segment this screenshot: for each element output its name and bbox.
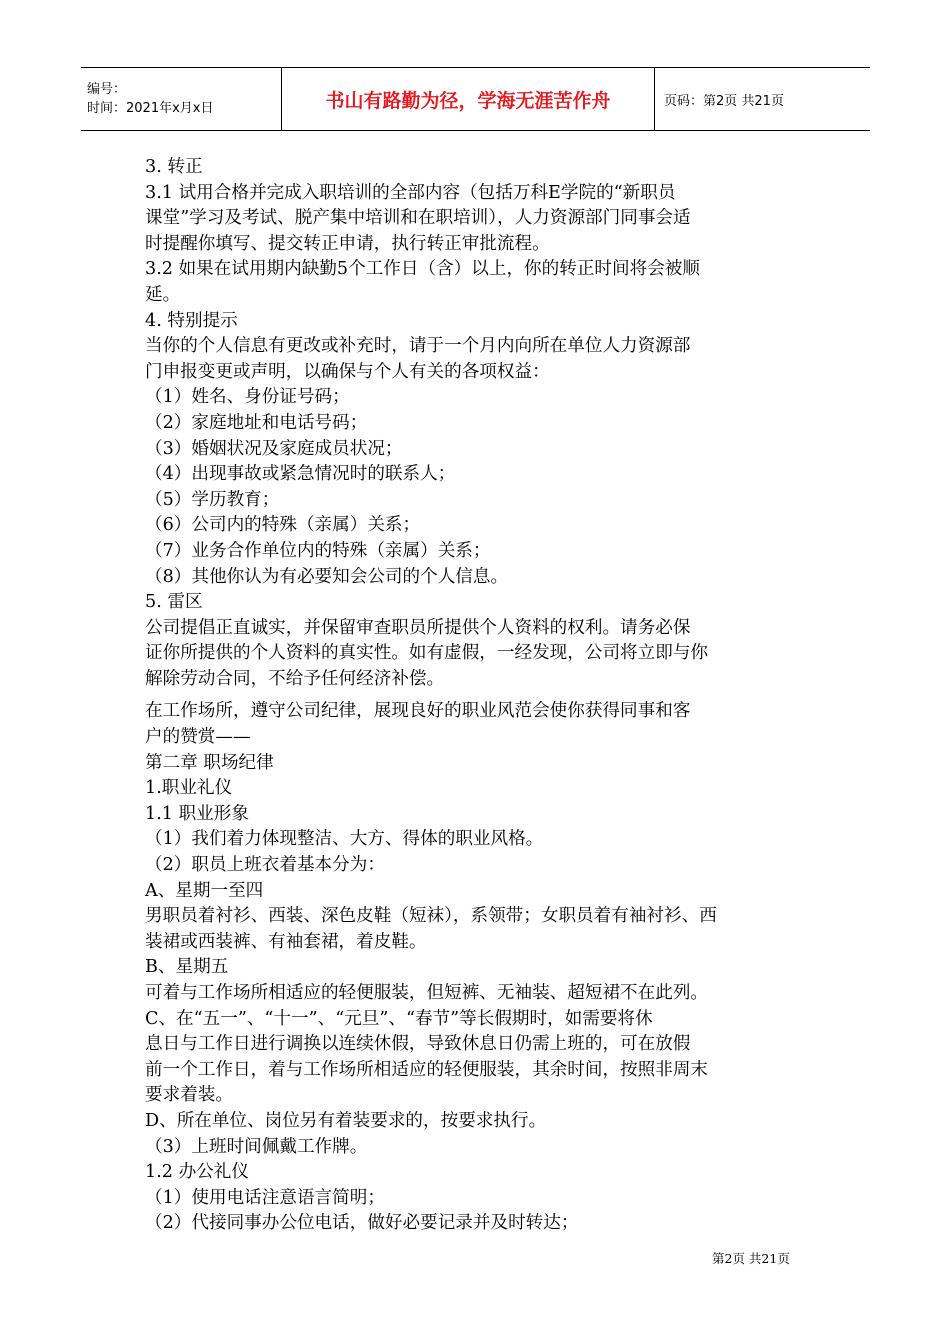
list-item: （2）职员上班衣着基本分为： [145,855,385,876]
section-heading: 1.职业礼仪 [145,778,233,799]
text-line: 户的赞赏—— [145,727,251,748]
text-line: 3.1 试用合格并完成入职培训的全部内容（包括万科E学院的“新职员 [145,182,676,203]
section-heading: 1.1 职业形象 [145,803,249,824]
text-line: 在工作场所，遵守公司纪律，展现良好的职业风范会使你获得同事和客 [145,701,691,722]
text-line: 时提醒你填写、提交转正申请，执行转正审批流程。 [145,233,550,254]
text-line: 证你所提供的个人资料的真实性。如有虚假，一经发现，公司将立即与你 [145,643,709,664]
text-line: 男职员着衬衫、西装、深色皮鞋（短袜），系领带；女职员着有袖衬衫、西 [145,906,717,927]
text-line: 延。 [145,284,181,305]
text-line: A、星期一至四 [145,880,264,901]
list-item: （1）使用电话注意语言简明； [145,1187,385,1208]
list-item: （8）其他你认为有必要知会公司的个人信息。 [145,566,509,587]
list-item: （5）学历教育； [145,489,280,510]
page-footer: 第2页 共21页 [712,1251,790,1266]
list-item: （2）家庭地址和电话号码； [145,412,368,433]
text-line: 息日与工作日进行调换以连续休假，导致休息日仍需上班的，可在放假 [145,1034,691,1055]
list-item: （6）公司内的特殊（亲属）关系； [145,515,421,536]
list-item: （3）婚姻状况及家庭成员状况； [145,438,403,459]
header-page-label: 页码：第2页 共21页 [664,93,784,109]
text-line: 前一个工作日，着与工作场所相适应的轻便服装，其余时间，按照非周末 [145,1059,709,1080]
text-line: 3. 转正 [145,157,203,177]
text-line: D、所在单位、岗位另有着装要求的，按要求执行。 [145,1110,547,1131]
text-line: C、在“五一”、“十一”、“元旦”、“春节”等长假期时，如需要将休 [145,1008,653,1029]
text-line: 4. 特别提示 [145,310,238,331]
text-line: 公司提倡正直诚实，并保留审查职员所提供个人资料的权利。请务必保 [145,617,691,638]
text-line: 当你的个人信息有更改或补充时，请于一个月内向所在单位人力资源部 [145,336,691,357]
header-meta [81,68,282,130]
document-body [145,155,817,1237]
list-item: （4）出现事故或紧急情况时的联系人； [145,464,456,485]
list-item: （1）姓名、身份证号码； [145,387,350,408]
list-item: （1）我们着力体现整洁、大方、得体的职业风格。 [145,829,544,850]
text-line: B、星期五 [145,957,229,978]
text-line: 装裙或西装裤、有袖套裙，着皮鞋。 [145,931,427,952]
text-line: 5. 雷区 [145,592,203,613]
list-item: （2）代接同事办公位电话，做好必要记录并及时转达； [145,1213,579,1234]
text-line: 可着与工作场所相适应的轻便服装，但短裤、无袖装、超短裙不在此列。 [145,983,709,1003]
text-line: 解除劳动合同，不给予任何经济补偿。 [145,668,445,689]
list-item: （7）业务合作单位内的特殊（亲属）关系； [145,540,491,561]
text-line: 要求着装。 [145,1085,233,1106]
time-label: 时间：2021年x月x日 [87,101,214,116]
section-heading: 1.2 办公礼仪 [145,1162,249,1183]
number-label: 编号： [87,82,127,97]
text-line: 门申报变更或声明，以确保与个人有关的各项权益： [145,361,550,382]
text-line: 课堂”学习及考试、脱产集中培训和在职培训），人力资源部门同事会适 [145,208,691,229]
chapter-heading: 第二章 职场纪律 [145,752,274,773]
header-motto: 书山有路勤为径，学海无涯苦作舟 [282,68,655,130]
text-line: 3.2 如果在试用期内缺勤5个工作日（含）以上，你的转正时间将会被顺 [145,259,700,280]
list-item: （3）上班时间佩戴工作牌。 [145,1136,368,1157]
page-header [81,67,870,131]
